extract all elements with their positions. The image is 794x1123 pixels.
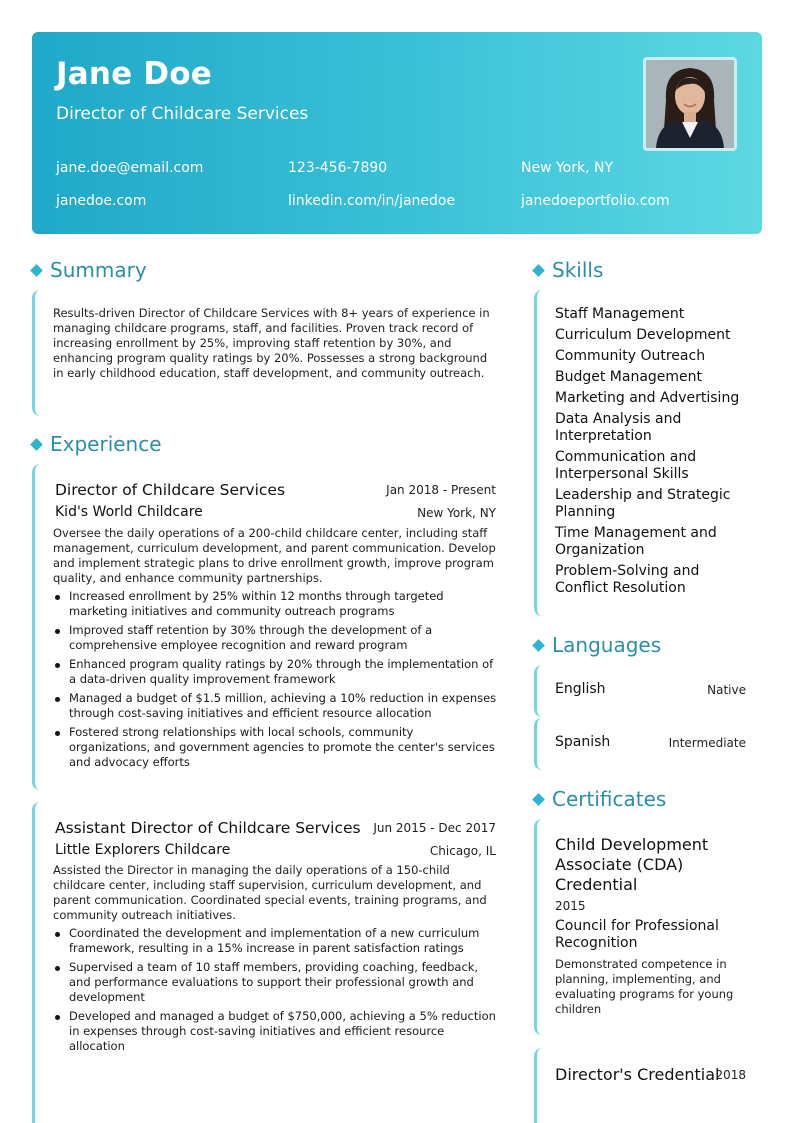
list-item: Fostered strong relationships with local schools, community organizations, and government agencies to promote the center's services and advocacy efforts [53, 725, 497, 770]
skills-block [534, 290, 746, 616]
certificate-year: 2015 [555, 899, 586, 913]
list-item: Increased enrollment by 25% within 12 months through targeted marketing initiatives and community outreach programs [53, 589, 497, 619]
resume-header [32, 32, 762, 234]
list-item: Community Outreach [555, 348, 706, 364]
job-description: Oversee the daily operations of a 200-child childcare center, including staff management, curriculum development, and parent communication. Develop and implement strategic plans to drive enrollment growth, improve program quality, and enhance community partnerships. [53, 526, 496, 585]
job-bullets [53, 589, 497, 774]
job-company: Little Explorers Childcare [55, 842, 231, 858]
contact-portfolio[interactable]: janedoeportfolio.com [521, 193, 670, 209]
diamond-bullet-icon [532, 264, 545, 277]
profile-photo-illustration [646, 60, 734, 148]
certificates-heading [532, 787, 666, 811]
job-title: Director of Childcare Services [55, 481, 286, 499]
contact-website[interactable]: janedoe.com [56, 193, 147, 209]
candidate-name: Jane Doe [56, 56, 212, 92]
language-level: Native [707, 683, 746, 697]
certificate-year: 2018 [715, 1068, 746, 1082]
contact-phone[interactable]: 123-456-7890 [288, 160, 388, 176]
certificate-item [534, 819, 746, 1035]
list-item: Improved staff retention by 30% through the development of a comprehensive employee recognition and reward program [53, 623, 497, 653]
language-item [534, 665, 746, 717]
list-item: Leadership and Strategic Planning [555, 487, 731, 520]
experience-heading-text: Experience [50, 432, 162, 456]
list-item: Curriculum Development [555, 327, 731, 343]
diamond-bullet-icon [532, 793, 545, 806]
experience-heading [30, 432, 162, 456]
experience-job-1 [32, 464, 496, 790]
contact-email[interactable]: jane.doe@email.com [56, 160, 204, 176]
list-item: Staff Management [555, 306, 685, 322]
list-item: Data Analysis and Interpretation [555, 411, 682, 444]
contact-linkedin[interactable]: linkedin.com/in/janedoe [288, 193, 456, 209]
list-item: Marketing and Advertising [555, 390, 740, 406]
list-item: Managed a budget of $1.5 million, achieving a 10% reduction in expenses through cost-saving initiatives and efficient resource allocation [53, 691, 497, 721]
candidate-title: Director of Childcare Services [56, 104, 309, 124]
job-bullets [53, 926, 497, 1058]
job-title: Assistant Director of Childcare Services [55, 819, 361, 837]
list-item: Enhanced program quality ratings by 20% through the implementation of a data-driven quality improvement framework [53, 657, 497, 687]
diamond-bullet-icon [30, 438, 43, 451]
summary-heading-text: Summary [50, 258, 147, 282]
job-company: Kid's World Childcare [55, 504, 203, 520]
summary-heading [30, 258, 147, 282]
experience-job-2 [32, 802, 496, 1123]
certificates-heading-text: Certificates [552, 787, 667, 811]
list-item: Supervised a team of 10 staff members, providing coaching, feedback, and performance evaluations to support their professional growth and development [53, 960, 497, 1005]
certificate-name: Child Development Associate (CDA) Credential [555, 835, 709, 894]
certificate-issuer: Council for Professional Recognition [555, 918, 719, 951]
job-description: Assisted the Director in managing the daily operations of a 150-child childcare center, including staff supervision, curriculum development, and parent communication. Coordinated special events, training programs, and community outreach initiatives. [53, 863, 487, 922]
languages-heading-text: Languages [552, 633, 662, 657]
job-dates: Jan 2018 - Present [386, 483, 496, 497]
language-name: English [555, 681, 606, 697]
skills-list [555, 306, 747, 601]
profile-photo [643, 57, 737, 151]
language-name: Spanish [555, 734, 611, 750]
job-location: Chicago, IL [429, 844, 496, 858]
summary-block [32, 290, 496, 416]
language-level: Intermediate [668, 736, 746, 750]
certificate-item [534, 1048, 746, 1123]
list-item: Time Management and Organization [555, 525, 717, 558]
list-item: Developed and managed a budget of $750,000, achieving a 5% reduction in expenses through cost-saving initiatives and efficient resource allocation [53, 1009, 497, 1054]
list-item: Problem-Solving and Conflict Resolution [555, 563, 700, 596]
list-item: Budget Management [555, 369, 703, 385]
job-dates: Jun 2015 - Dec 2017 [373, 821, 496, 835]
summary-text: Results-driven Director of Childcare Services with 8+ years of experience in managing childcare programs, staff, and facilities. Proven track record of increasing enrollment by 25%, improving staff retention by 30%, and enhancing program quality ratings by 20%. Possesses a strong background in early childhood education, staff development, and community outreach. [53, 306, 490, 380]
list-item: Coordinated the development and implementation of a new curriculum framework, resulting in a 15% increase in parent satisfaction ratings [53, 926, 497, 956]
list-item: Communication and Interpersonal Skills [555, 449, 697, 482]
skills-heading [532, 258, 603, 282]
diamond-bullet-icon [30, 264, 43, 277]
languages-heading [532, 633, 661, 657]
diamond-bullet-icon [532, 639, 545, 652]
contact-location: New York, NY [521, 160, 614, 176]
job-location: New York, NY [417, 506, 496, 520]
certificate-name: Director's Credential [555, 1065, 720, 1084]
language-item [534, 718, 746, 770]
certificate-description: Demonstrated competence in planning, implementing, and evaluating programs for young children [555, 957, 734, 1016]
skills-heading-text: Skills [552, 258, 604, 282]
